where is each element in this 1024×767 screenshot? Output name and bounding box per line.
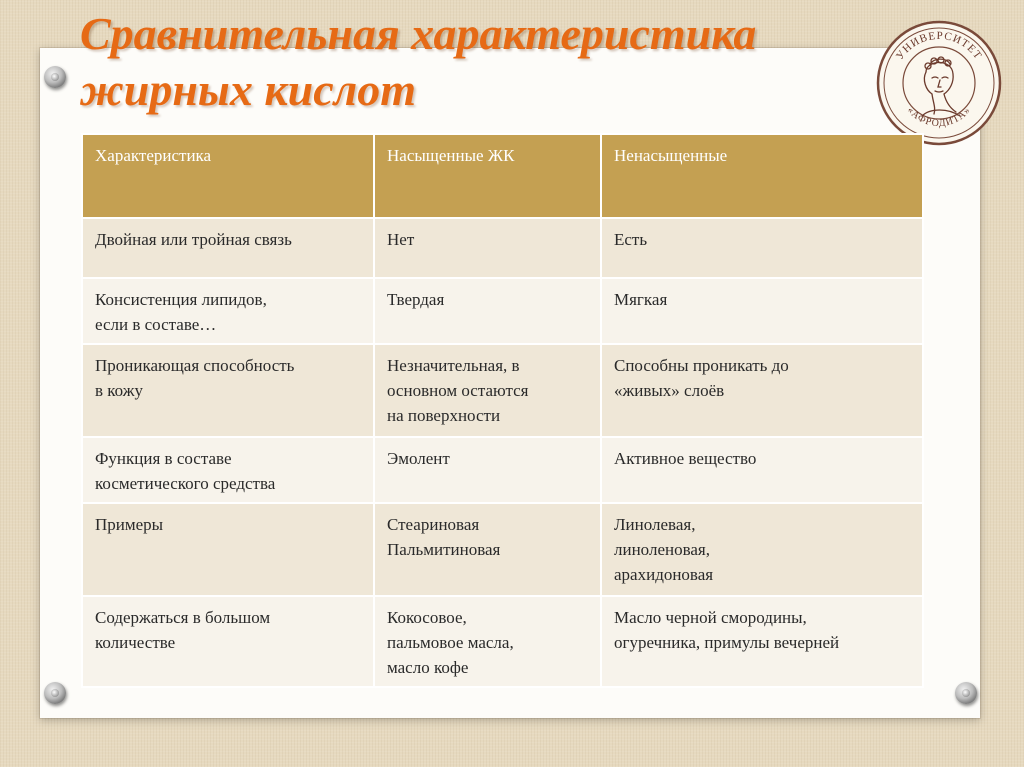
table-cell: Кокосовое, пальмовое масла, масло кофе: [374, 596, 601, 687]
university-seal-logo: [876, 20, 1002, 146]
table-cell: Есть: [601, 218, 923, 278]
table-row: [82, 503, 923, 596]
pushpin-icon: [44, 682, 66, 704]
comparison-table: [81, 133, 924, 688]
header-unsaturated: Ненасыщенные: [601, 134, 923, 218]
table-cell: Содержаться в большом количестве: [82, 596, 374, 687]
table-row: [82, 218, 923, 278]
svg-text:УНИВЕРСИТЕТ: УНИВЕРСИТЕТ: [893, 29, 985, 63]
table-cell: Примеры: [82, 503, 374, 596]
table-cell: Твердая: [374, 278, 601, 344]
table-cell: Мягкая: [601, 278, 923, 344]
table-row: [82, 437, 923, 503]
table-cell: Линолевая, линоленовая, арахидоновая: [601, 503, 923, 596]
table-cell: Проникающая способность в кожу: [82, 344, 374, 437]
table-cell: Консистенция липидов, если в составе…: [82, 278, 374, 344]
table-row: [82, 596, 923, 687]
table-cell: Способны проникать до «живых» слоёв: [601, 344, 923, 437]
title-line-1: Сравнительная характеристика: [80, 8, 757, 59]
svg-text:«АФРОДИТА»: «АФРОДИТА»: [904, 104, 974, 130]
table-cell: Активное вещество: [601, 437, 923, 503]
title-line-2: жирных кислот: [80, 64, 417, 115]
table-header-row: [82, 134, 923, 218]
table-row: [82, 344, 923, 437]
header-characteristic: Характеристика: [82, 134, 374, 218]
slide-title: [80, 6, 840, 118]
table-cell: Стеариновая Пальмитиновая: [374, 503, 601, 596]
table-cell: Функция в составе косметического средства: [82, 437, 374, 503]
table-cell: Масло черной смородины, огуречника, примулы вечерней: [601, 596, 923, 687]
pushpin-icon: [44, 66, 66, 88]
pushpin-icon: [955, 682, 977, 704]
table-cell: Эмолент: [374, 437, 601, 503]
header-saturated: Насыщенные ЖК: [374, 134, 601, 218]
table-cell: Двойная или тройная связь: [82, 218, 374, 278]
table-cell: Нет: [374, 218, 601, 278]
table-row: [82, 278, 923, 344]
table-cell: Незначительная, в основном остаются на поверхности: [374, 344, 601, 437]
